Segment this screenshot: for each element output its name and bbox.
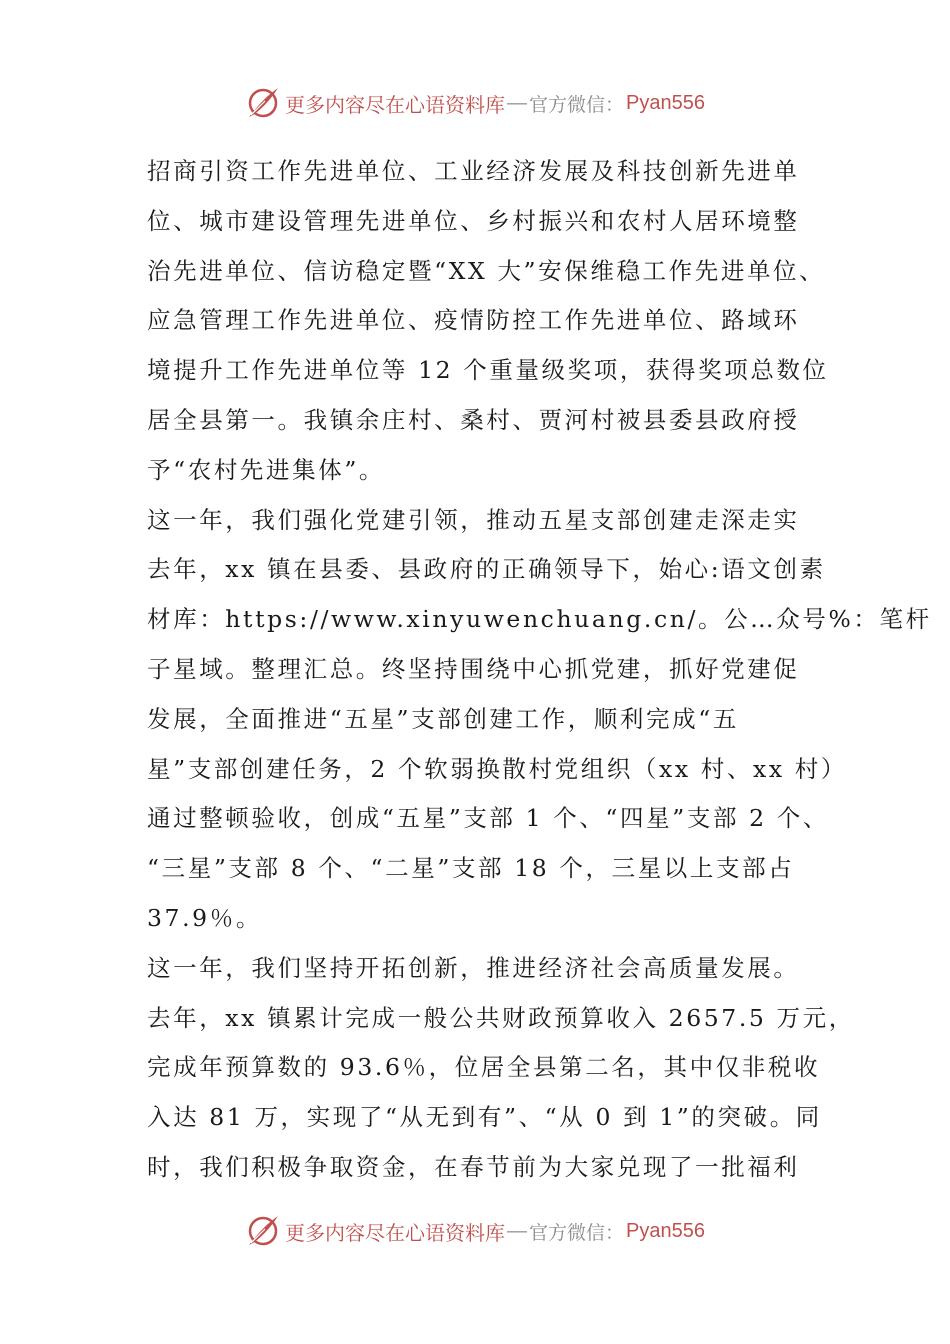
body-line: 治先进单位、信访稳定暨“XX 大”安保维稳工作先进单位、	[147, 256, 826, 285]
body-line: 居全县第一。我镇余庄村、桑村、贾河村被县委县政府授	[147, 405, 800, 434]
document-body	[147, 147, 932, 1193]
body-line: 予“农村先进集体”。	[147, 455, 386, 484]
body-line: 应急管理工作先进单位、疫情防控工作先进单位、路域环	[147, 306, 800, 335]
body-line: 位、城市建设管理先进单位、乡村振兴和农村人居环境整	[147, 206, 800, 235]
header-official-label: 官方微信：	[529, 93, 625, 116]
header-wechat-id: Pyan556	[626, 91, 705, 114]
body-line: 时，我们积极争取资金，在春节前为大家兑现了一批福利	[147, 1152, 800, 1181]
header-banner	[0, 80, 950, 126]
body-line: 完成年预算数的 93.6％，位居全县第二名，其中仅非税收	[147, 1053, 821, 1082]
footer-banner	[0, 1208, 950, 1254]
body-line: 这一年，我们坚持开拓创新，推进经济社会高质量发展。	[147, 953, 800, 982]
body-line: 通过整顿验收，创成“五星”支部 1 个、“四星”支部 2 个、	[147, 804, 829, 833]
footer-official-label: 官方微信：	[529, 1221, 625, 1244]
quill-logo-icon	[245, 1213, 281, 1249]
body-line: 37.9％。	[147, 903, 262, 932]
body-line: 境提升工作先进单位等 12 个重量级奖项，获得奖项总数位	[147, 356, 829, 385]
body-line: 发展，全面推进“五星”支部创建工作，顺利完成“五	[147, 704, 739, 733]
header-brand-text: 更多内容尽在心语资料库	[285, 92, 505, 117]
body-line: 子星域。整理汇总。终坚持围绕中心抓党建，抓好党建促	[147, 654, 800, 683]
quill-logo-icon	[245, 85, 281, 121]
footer-wechat-id: Pyan556	[626, 1219, 705, 1242]
body-line: 星”支部创建任务，2 个软弱换散村党组织（xx 村、xx 村）	[147, 754, 847, 783]
body-line: 材库：https://www.xinyuwenchuang.cn/。公…众号%：笔杆	[147, 605, 932, 634]
body-line: 招商引资工作先进单位、工业经济发展及科技创新先进单	[147, 157, 800, 185]
header-dash: —	[507, 91, 527, 114]
footer-brand-text: 更多内容尽在心语资料库	[285, 1220, 505, 1245]
body-line: “三星”支部 8 个、“二星”支部 18 个，三星以上支部占	[147, 854, 795, 883]
body-line: 去年，xx 镇在县委、县政府的正确领导下，始心:语文创素	[147, 555, 826, 584]
body-line: 去年，xx 镇累计完成一般公共财政预算收入 2657.5 万元，	[147, 1003, 855, 1032]
footer-dash: —	[507, 1219, 527, 1242]
body-line: 入达 81 万，实现了“从无到有”、“从 0 到 1”的突破。同	[147, 1103, 822, 1132]
body-line: 这一年，我们强化党建引领，推动五星支部创建走深走实	[147, 505, 800, 534]
